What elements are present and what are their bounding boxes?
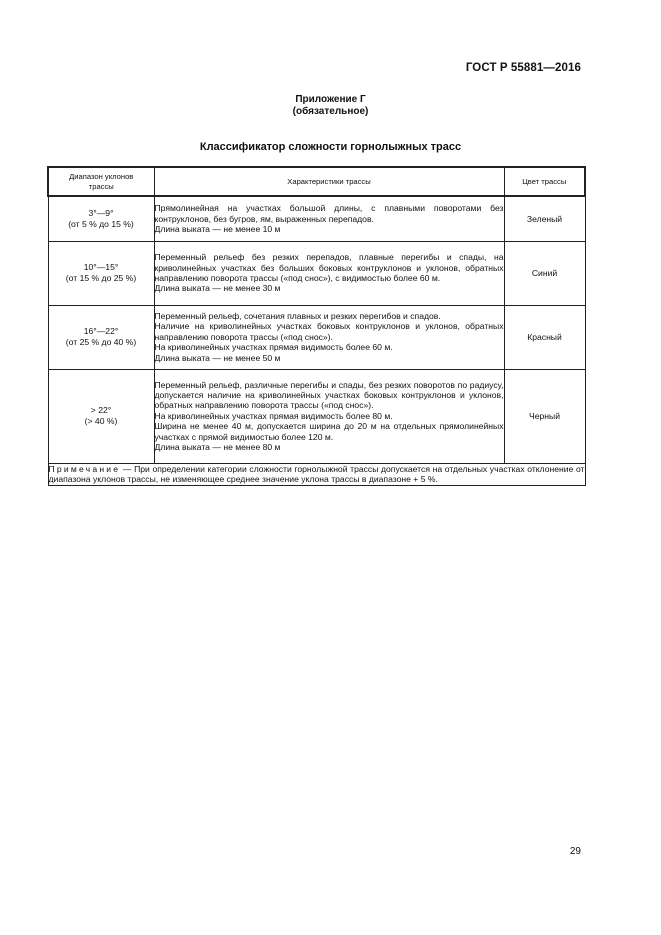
description-cell xyxy=(154,241,504,305)
page-number: 29 xyxy=(569,846,581,857)
table-row xyxy=(48,305,585,369)
range-percent: (от 25 % до 40 %) xyxy=(65,337,137,347)
description-line: На криволинейных участках прямая видимость более 80 м. xyxy=(154,410,393,421)
column-header-range xyxy=(48,167,154,196)
range-degrees: > 22° xyxy=(90,405,112,416)
track-color-cell: Черный xyxy=(504,369,585,463)
note-label: Примечание xyxy=(48,463,121,474)
description-line: Переменный рельеф без резких перепадов, плавные перегибы и спады, на криволинейных участках без больших боковых контруклонов и уклонов, обратных направлению поворота трассы («под снос»), с видимостью более 60 м. xyxy=(154,252,504,283)
description-line: Переменный рельеф, различные перегибы и спады, без резких поворотов по радиусу, допускается наличие на криволинейных участках боковых контруклонов и уклонов, обратных направлению поворота трассы («под снос»). xyxy=(154,379,504,411)
description-line: Наличие на криволинейных участках боковых контруклонов и уклонов, обратных направлению поворота трассы («под снос»). xyxy=(154,321,504,342)
description-cell xyxy=(154,369,504,463)
table-header-row xyxy=(48,167,585,196)
description-line: Ширина не менее 40 м, допускается ширина до 20 м на отдельных прямолинейных участках с прямой видимостью более 120 м. xyxy=(154,421,504,442)
range-degrees: 3°—9° xyxy=(88,208,114,219)
description-line: Длина выката — не менее 10 м xyxy=(154,223,281,234)
description-cell xyxy=(154,305,504,369)
range-cell xyxy=(48,369,154,463)
note-row xyxy=(48,463,585,486)
description-line: Длина выката — не менее 30 м xyxy=(154,283,281,294)
description-line: Длина выката — не менее 80 м xyxy=(154,442,281,453)
range-cell xyxy=(48,241,154,305)
track-color-cell: Красный xyxy=(504,305,585,369)
range-degrees: 10°—15° xyxy=(83,262,119,273)
difficulty-table xyxy=(47,166,586,486)
track-color-cell: Синий xyxy=(504,241,585,305)
table-row xyxy=(48,196,585,241)
description-line: Длина выката — не менее 50 м xyxy=(154,352,281,363)
range-percent: (от 15 % до 25 %) xyxy=(65,273,137,283)
table-row xyxy=(48,241,585,305)
annex-title: Приложение Г xyxy=(295,94,366,105)
range-percent: (от 5 % до 15 %) xyxy=(68,218,134,229)
document-title: Классификатор сложности горнолыжных трасс xyxy=(199,141,462,153)
annex-status: (обязательное) xyxy=(292,106,369,117)
range-degrees: 16°—22° xyxy=(83,326,119,337)
note-text: — При определении категории сложности горнолыжной трассы допускается на отдельных участках отклонение от диапазона уклонов трассы, не изменяющее среднее значение уклона трассы в диапазоне + 5 %. xyxy=(48,463,585,485)
annex-heading xyxy=(0,94,661,118)
standard-code: ГОСТ Р 55881—2016 xyxy=(465,62,581,74)
range-cell xyxy=(48,196,154,241)
description-line: На криволинейных участках прямая видимость более 60 м. xyxy=(154,342,393,353)
column-header-color: Цвет трассы xyxy=(504,167,585,196)
column-header-range-line2: трассы xyxy=(88,181,114,191)
column-header-characteristics: Характеристики трассы xyxy=(154,167,504,196)
description-cell xyxy=(154,196,504,241)
range-percent: (> 40 %) xyxy=(84,416,118,426)
table-note xyxy=(48,463,585,486)
column-header-range-line1: Диапазон уклонов xyxy=(69,172,134,181)
range-cell xyxy=(48,305,154,369)
track-color-cell: Зеленый xyxy=(504,196,585,241)
description-line: Переменный рельеф, сочетания плавных и резких перегибов и спадов. xyxy=(154,310,441,321)
description-line: Прямолинейная на участках большой длины, с плавными поворотами без контруклонов, без бугров, ям, выраженных перепадов. xyxy=(154,203,504,224)
table-row xyxy=(48,369,585,463)
